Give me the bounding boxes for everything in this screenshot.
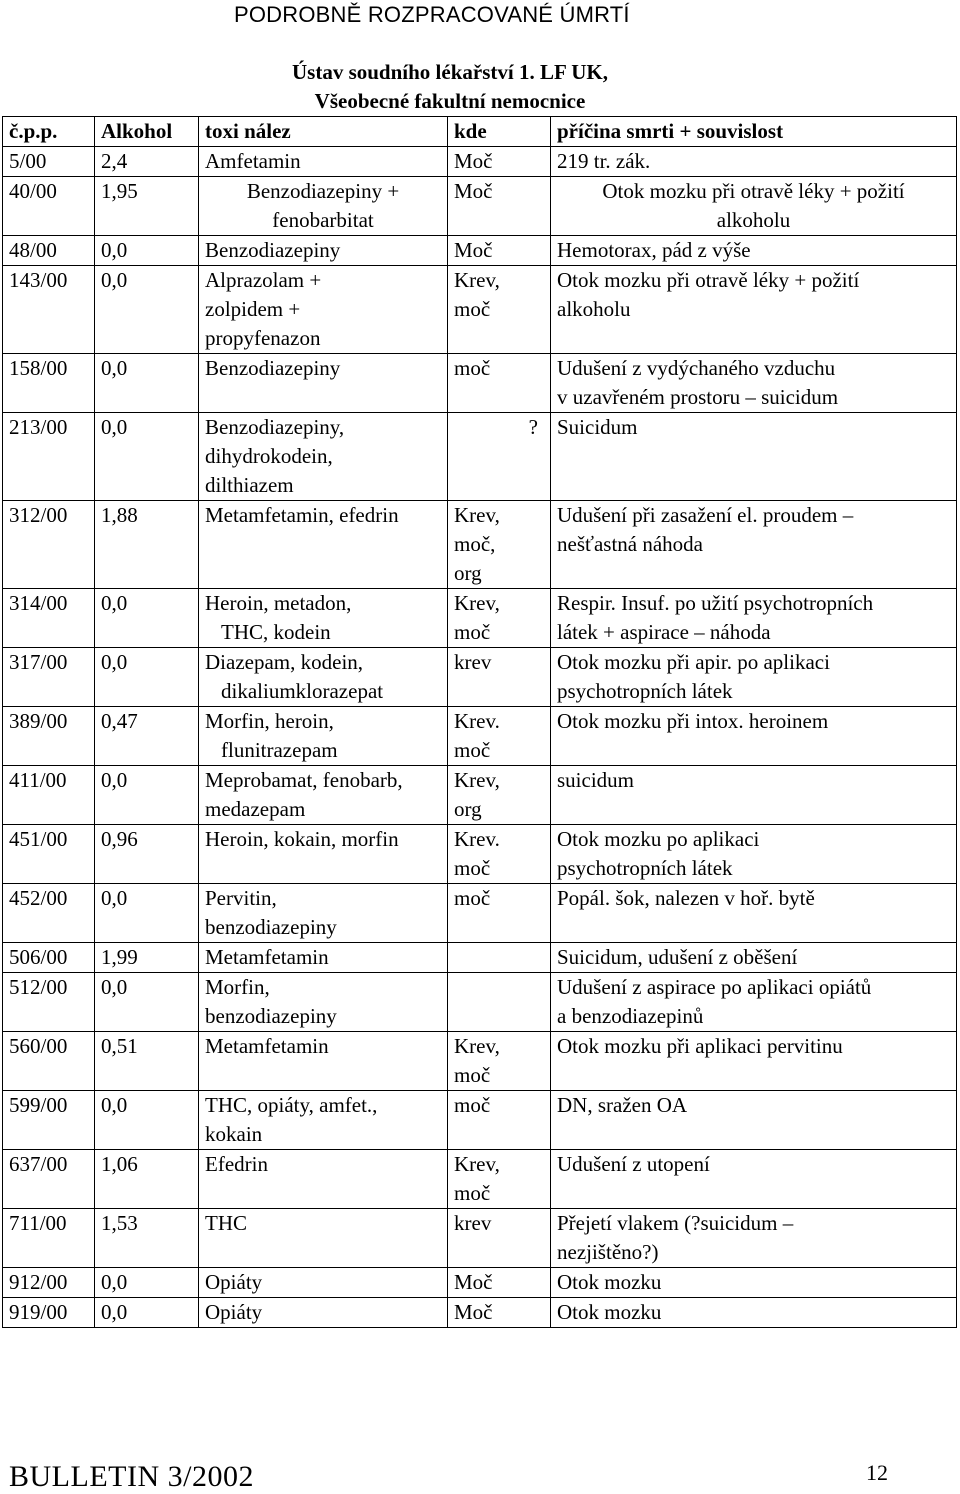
column-header-id: č.p.p. xyxy=(3,117,95,147)
cell-line: medazepam xyxy=(205,797,306,821)
cell-cause xyxy=(551,648,957,707)
cell-line: Otok mozku při otravě léky + požití xyxy=(602,179,905,203)
cell-line: dihydrokodein, xyxy=(205,444,333,468)
cell-kde xyxy=(448,177,551,236)
cell-id: 912/00 xyxy=(3,1268,95,1298)
cell-kde xyxy=(448,766,551,825)
cell-alcohol: 0,0 xyxy=(95,354,199,413)
cell-line: Krev, xyxy=(454,591,500,615)
cell-alcohol: 0,0 xyxy=(95,1298,199,1328)
cell-id: 312/00 xyxy=(3,501,95,589)
cell-line: Opiáty xyxy=(205,1300,263,1324)
cell-line: Krev, xyxy=(454,503,500,527)
table-row xyxy=(3,766,957,825)
cell-line: nešťastná náhoda xyxy=(557,532,704,556)
cell-line: Krev, xyxy=(454,768,500,792)
cell-line: THC, opiáty, amfet., xyxy=(205,1093,378,1117)
cell-line: krev xyxy=(454,650,492,674)
cell-kde xyxy=(448,236,551,266)
cell-cause xyxy=(551,147,957,177)
table-row xyxy=(3,973,957,1032)
table-row xyxy=(3,1150,957,1209)
cell-line: Udušení při zasažení el. proudem – xyxy=(557,503,854,527)
cell-cause xyxy=(551,1150,957,1209)
cell-line: Krev, xyxy=(454,1034,500,1058)
cell-toxi xyxy=(199,1091,448,1150)
cell-line: Metamfetamin, efedrin xyxy=(205,503,399,527)
cell-toxi xyxy=(199,413,448,501)
cell-id: 919/00 xyxy=(3,1298,95,1328)
cell-line: Metamfetamin xyxy=(205,1034,329,1058)
table-header-row xyxy=(3,117,957,147)
cell-toxi xyxy=(199,354,448,413)
cell-line: Krev. xyxy=(454,709,500,733)
cell-kde xyxy=(448,1150,551,1209)
cell-id: 560/00 xyxy=(3,1032,95,1091)
cell-line: dilthiazem xyxy=(205,473,294,497)
cell-id: 213/00 xyxy=(3,413,95,501)
cell-cause xyxy=(551,1032,957,1091)
cell-line: Otok mozku xyxy=(557,1270,662,1294)
cell-cause xyxy=(551,1091,957,1150)
table-row xyxy=(3,266,957,354)
table-row xyxy=(3,236,957,266)
cell-line: a benzodiazepinů xyxy=(557,1004,704,1028)
cell-id: 314/00 xyxy=(3,589,95,648)
cell-line: fenobarbitat xyxy=(272,208,374,232)
cell-line: flunitrazepam xyxy=(221,738,338,762)
cell-kde xyxy=(448,825,551,884)
table-row xyxy=(3,177,957,236)
cell-alcohol: 0,47 xyxy=(95,707,199,766)
cell-alcohol: 0,0 xyxy=(95,648,199,707)
cell-line: Suicidum, udušení z oběšení xyxy=(557,945,798,969)
cell-toxi xyxy=(199,973,448,1032)
cell-toxi xyxy=(199,1209,448,1268)
cell-alcohol: 0,0 xyxy=(95,1268,199,1298)
cell-alcohol: 0,0 xyxy=(95,884,199,943)
page-number: 12 xyxy=(866,1460,888,1485)
cell-kde xyxy=(448,1091,551,1150)
cell-alcohol: 0,0 xyxy=(95,266,199,354)
cell-line: moč xyxy=(454,1093,491,1117)
cell-line: moč, xyxy=(454,532,496,556)
table-row xyxy=(3,707,957,766)
cell-alcohol: 0,0 xyxy=(95,236,199,266)
cell-toxi xyxy=(199,266,448,354)
cell-line: Benzodiazepiny xyxy=(205,238,341,262)
cell-alcohol: 2,4 xyxy=(95,147,199,177)
cell-alcohol: 0,51 xyxy=(95,1032,199,1091)
cell-cause xyxy=(551,501,957,589)
table-row xyxy=(3,1268,957,1298)
cell-cause xyxy=(551,766,957,825)
cell-toxi xyxy=(199,1268,448,1298)
cell-id: 451/00 xyxy=(3,825,95,884)
cell-line: Pervitin, xyxy=(205,886,277,910)
cell-line: zolpidem + xyxy=(205,297,301,321)
table-row xyxy=(3,589,957,648)
cell-line: Benzodiazepiny xyxy=(205,356,341,380)
cell-cause xyxy=(551,236,957,266)
cell-line: ? xyxy=(528,415,538,439)
cell-id: 158/00 xyxy=(3,354,95,413)
cell-toxi xyxy=(199,825,448,884)
table-row xyxy=(3,354,957,413)
cell-toxi xyxy=(199,589,448,648)
cell-alcohol: 1,88 xyxy=(95,501,199,589)
cell-line: Moč xyxy=(454,1270,493,1294)
cell-kde xyxy=(448,354,551,413)
table-row xyxy=(3,648,957,707)
cell-line: Suicidum xyxy=(557,415,638,439)
table-row xyxy=(3,1298,957,1328)
cell-line: moč xyxy=(454,886,491,910)
cell-cause xyxy=(551,1268,957,1298)
cell-line: Moč xyxy=(454,238,493,262)
cell-line: Udušení z vydýchaného vzduchu xyxy=(557,356,836,380)
cell-line: Diazepam, kodein, xyxy=(205,650,364,674)
cell-line: Benzodiazepiny, xyxy=(205,415,345,439)
cell-alcohol: 0,0 xyxy=(95,413,199,501)
cell-line: benzodiazepiny xyxy=(205,915,337,939)
cell-alcohol: 0,0 xyxy=(95,589,199,648)
cell-line: propyfenazon xyxy=(205,326,321,350)
cell-kde xyxy=(448,413,551,501)
cell-alcohol: 0,0 xyxy=(95,766,199,825)
cell-line: Udušení z aspirace po aplikaci opiátů xyxy=(557,975,872,999)
cell-id: 411/00 xyxy=(3,766,95,825)
cell-toxi xyxy=(199,147,448,177)
cell-line: THC, kodein xyxy=(221,620,331,644)
table-body xyxy=(3,147,957,1328)
cell-line: látek + aspirace – náhoda xyxy=(557,620,771,644)
institution-line-1: Ústav soudního lékařství 1. LF UK, xyxy=(291,60,608,84)
cell-cause xyxy=(551,177,957,236)
cell-cause xyxy=(551,354,957,413)
cell-line: Moč xyxy=(454,149,493,173)
cell-line: Otok mozku při otravě léky + požití xyxy=(557,268,860,292)
cell-id: 143/00 xyxy=(3,266,95,354)
cell-toxi xyxy=(199,766,448,825)
cell-cause xyxy=(551,413,957,501)
cell-alcohol: 0,96 xyxy=(95,825,199,884)
cell-toxi xyxy=(199,1298,448,1328)
cell-line: Alprazolam + xyxy=(205,268,322,292)
cell-line: THC xyxy=(205,1211,247,1235)
cell-alcohol: 1,99 xyxy=(95,943,199,973)
cell-line: Meprobamat, fenobarb, xyxy=(205,768,403,792)
cell-cause xyxy=(551,825,957,884)
cell-toxi xyxy=(199,943,448,973)
cell-kde xyxy=(448,1268,551,1298)
cell-alcohol: 1,53 xyxy=(95,1209,199,1268)
table-row xyxy=(3,825,957,884)
cell-line: moč xyxy=(454,620,491,644)
cell-line: Krev. xyxy=(454,827,500,851)
bulletin-label: BULLETIN 3/2002 xyxy=(9,1460,254,1493)
cell-id: 40/00 xyxy=(3,177,95,236)
cell-kde xyxy=(448,648,551,707)
table-row xyxy=(3,413,957,501)
cell-cause xyxy=(551,589,957,648)
cell-toxi xyxy=(199,177,448,236)
cell-line: moč xyxy=(454,356,491,380)
cell-line: Krev, xyxy=(454,268,500,292)
cell-toxi xyxy=(199,1032,448,1091)
cell-kde xyxy=(448,589,551,648)
cell-toxi xyxy=(199,501,448,589)
cell-line: org xyxy=(454,797,482,821)
cell-line: moč xyxy=(454,1063,491,1087)
cell-line: Krev, xyxy=(454,1152,500,1176)
cell-line: moč xyxy=(454,738,491,762)
table-row xyxy=(3,884,957,943)
cell-toxi xyxy=(199,1150,448,1209)
cell-line: Morfin, heroin, xyxy=(205,709,334,733)
cell-line: dikaliumklorazepat xyxy=(221,679,384,703)
cell-alcohol: 0,0 xyxy=(95,1091,199,1150)
cell-line: Otok mozku xyxy=(557,1300,662,1324)
cell-kde xyxy=(448,266,551,354)
cell-line: Otok mozku po aplikaci xyxy=(557,827,760,851)
cell-cause xyxy=(551,707,957,766)
cell-line: Udušení z utopení xyxy=(557,1152,710,1176)
cell-id: 637/00 xyxy=(3,1150,95,1209)
cell-id: 5/00 xyxy=(3,147,95,177)
cell-line: psychotropních látek xyxy=(557,679,733,703)
cell-cause xyxy=(551,884,957,943)
cell-cause xyxy=(551,943,957,973)
table-row xyxy=(3,1209,957,1268)
cell-kde xyxy=(448,1209,551,1268)
cell-line: Efedrin xyxy=(205,1152,268,1176)
cell-line: nezjištěno?) xyxy=(557,1240,659,1264)
cell-kde xyxy=(448,1032,551,1091)
cell-line: moč xyxy=(454,297,491,321)
cell-kde xyxy=(448,707,551,766)
cell-line: 219 tr. zák. xyxy=(557,149,651,173)
cell-id: 506/00 xyxy=(3,943,95,973)
cell-kde xyxy=(448,1298,551,1328)
cell-line: Otok mozku při intox. heroinem xyxy=(557,709,829,733)
cell-line: alkoholu xyxy=(716,208,791,232)
cell-line: Benzodiazepiny + xyxy=(246,179,400,203)
cell-line: Metamfetamin xyxy=(205,945,329,969)
cell-alcohol: 1,06 xyxy=(95,1150,199,1209)
cell-toxi xyxy=(199,707,448,766)
cell-id: 48/00 xyxy=(3,236,95,266)
cell-line: suicidum xyxy=(557,768,634,792)
cell-kde xyxy=(448,147,551,177)
cell-cause xyxy=(551,973,957,1032)
cell-line: benzodiazepiny xyxy=(205,1004,337,1028)
cell-line: Opiáty xyxy=(205,1270,263,1294)
table-row xyxy=(3,1091,957,1150)
cell-cause xyxy=(551,1298,957,1328)
cell-kde xyxy=(448,943,551,973)
cell-id: 317/00 xyxy=(3,648,95,707)
cell-line: psychotropních látek xyxy=(557,856,733,880)
deaths-table xyxy=(2,116,957,1328)
cell-line: kokain xyxy=(205,1122,263,1146)
cell-alcohol: 0,0 xyxy=(95,973,199,1032)
cell-kde xyxy=(448,973,551,1032)
cell-line: Respir. Insuf. po užití psychotropních xyxy=(557,591,874,615)
cell-line: moč xyxy=(454,856,491,880)
table-row xyxy=(3,501,957,589)
table-row xyxy=(3,1032,957,1091)
column-header-alcohol: Alkohol xyxy=(95,117,199,147)
column-header-cause: příčina smrti + souvislost xyxy=(551,117,957,147)
cell-toxi xyxy=(199,236,448,266)
cell-line: krev xyxy=(454,1211,492,1235)
cell-line: Morfin, xyxy=(205,975,270,999)
table-row xyxy=(3,943,957,973)
page-header-title: PODROBNĚ ROZPRACOVANÉ ÚMRTÍ xyxy=(234,2,630,27)
cell-line: Moč xyxy=(454,1300,493,1324)
cell-line: moč xyxy=(454,1181,491,1205)
column-header-toxi: toxi nález xyxy=(199,117,448,147)
column-header-kde: kde xyxy=(448,117,551,147)
cell-cause xyxy=(551,266,957,354)
cell-line: Hemotorax, pád z výše xyxy=(557,238,751,262)
cell-line: alkoholu xyxy=(557,297,631,321)
cell-alcohol: 1,95 xyxy=(95,177,199,236)
cell-line: Otok mozku při apir. po aplikaci xyxy=(557,650,830,674)
cell-id: 599/00 xyxy=(3,1091,95,1150)
cell-line: Popál. šok, nalezen v hoř. bytě xyxy=(557,886,815,910)
cell-line: Heroin, kokain, morfin xyxy=(205,827,399,851)
cell-line: v uzavřeném prostoru – suicidum xyxy=(557,385,839,409)
cell-line: Otok mozku při aplikaci pervitinu xyxy=(557,1034,843,1058)
institution-line-2: Všeobecné fakultní nemocnice xyxy=(314,89,586,113)
institution-block xyxy=(0,58,900,116)
cell-toxi xyxy=(199,648,448,707)
cell-line: Heroin, metadon, xyxy=(205,591,352,615)
cell-kde xyxy=(448,501,551,589)
cell-toxi xyxy=(199,884,448,943)
cell-line: org xyxy=(454,561,482,585)
cell-line: Moč xyxy=(454,179,493,203)
cell-line: DN, sražen OA xyxy=(557,1093,688,1117)
cell-id: 389/00 xyxy=(3,707,95,766)
cell-id: 512/00 xyxy=(3,973,95,1032)
cell-line: Amfetamin xyxy=(205,149,301,173)
cell-kde xyxy=(448,884,551,943)
table-row xyxy=(3,147,957,177)
cell-line: Přejetí vlakem (?suicidum – xyxy=(557,1211,794,1235)
cell-cause xyxy=(551,1209,957,1268)
cell-id: 711/00 xyxy=(3,1209,95,1268)
cell-id: 452/00 xyxy=(3,884,95,943)
